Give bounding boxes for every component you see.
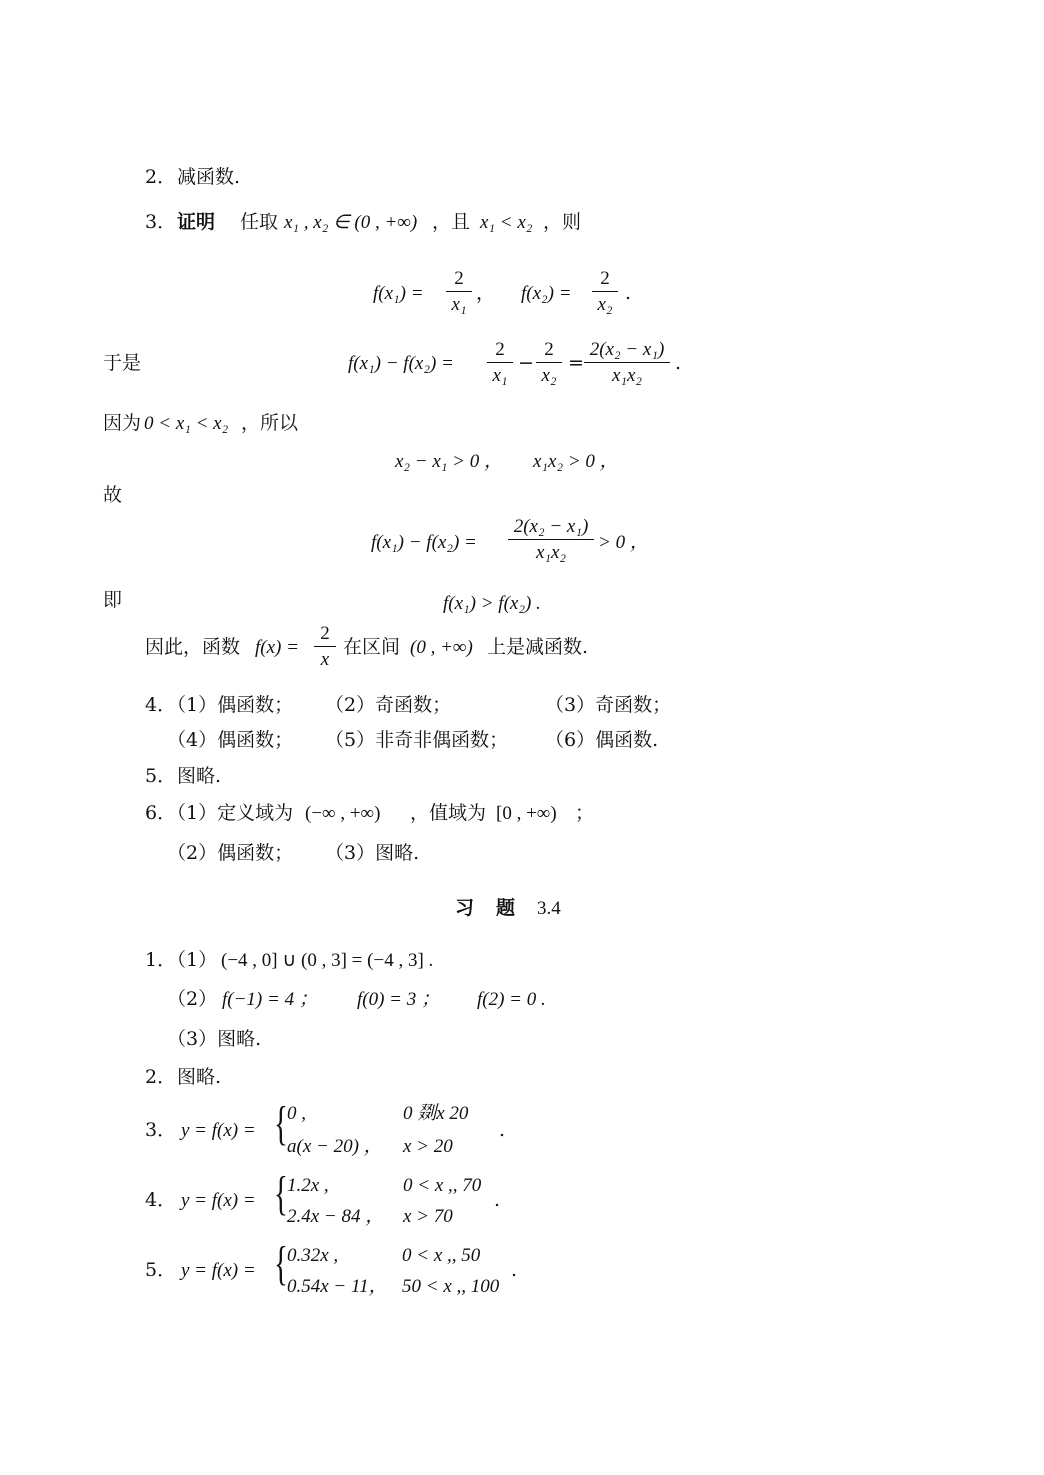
brace: { [274, 1167, 288, 1220]
punct: . [494, 1189, 501, 1211]
answer: （2）奇函数； [325, 694, 452, 716]
answer: （5）非奇非偶函数； [325, 729, 509, 751]
math-expr: f(x₁) − f(x₂) = [371, 532, 477, 553]
punct: . [499, 1119, 506, 1141]
answer: （3）奇函数； [545, 694, 672, 716]
item-number: 1． [145, 949, 177, 971]
case-expr: 0 , [287, 1103, 306, 1124]
item-text: ，且 [432, 211, 471, 233]
math-expr: f(x₂) = [521, 283, 572, 304]
item-number: 4． [145, 1189, 177, 1211]
math-expr: > 0 ， [598, 532, 649, 553]
fraction: 2(x₂ − x₁) x₁x₂ [508, 517, 594, 562]
math-expr: f(x₁) = [373, 283, 424, 304]
math-expr: f(x) = [255, 637, 299, 658]
item-text: 在区间 [343, 636, 401, 658]
case-expr: a(x − 20) ， [287, 1136, 383, 1157]
answer: （6）偶函数. [545, 729, 659, 751]
case-expr: 1.2x , [287, 1175, 329, 1196]
punct: . [625, 282, 632, 304]
math-expr: f(0) = 3 ； [357, 989, 441, 1010]
item-text: ，所以 [241, 412, 299, 434]
math-op: − [518, 352, 534, 374]
answer: （1）偶函数； [167, 694, 294, 716]
fraction: 2(x₂ − x₁) x₁x₂ [584, 340, 670, 385]
math-expr: (−∞ , +∞) [305, 803, 381, 824]
item-number: 3． [145, 1119, 177, 1141]
section-title-char: 习 [455, 897, 475, 919]
item-number: 6． [145, 802, 177, 824]
math-expr: f(x₁) − f(x₂) = [348, 353, 454, 374]
item-number: 5． [145, 765, 177, 787]
item-number: 5． [145, 1259, 177, 1281]
item-text: ，则 [543, 211, 582, 233]
math-expr: x₁ < x₂ [480, 212, 533, 233]
case-cond: x > 70 [403, 1206, 453, 1227]
punct: . [511, 1259, 518, 1281]
math-expr: (−4 , 0] ∪ (0 , 3] = (−4 , 3] . [221, 950, 434, 971]
math-op: = [568, 352, 584, 374]
case-cond: 0 < x ,, 70 [403, 1175, 482, 1196]
math-expr: f(2) = 0 . [477, 989, 546, 1010]
item-text: 上是减函数. [487, 636, 589, 658]
answer: （4）偶函数； [167, 729, 294, 751]
line-label: 于是 [103, 352, 142, 374]
math-expr: y = f(x) = [181, 1190, 256, 1211]
case-cond: 50 < x ,, 100 [402, 1276, 500, 1297]
item-text: 因为 [103, 412, 142, 434]
brace: { [274, 1237, 288, 1290]
punct: ， [476, 282, 496, 304]
item-text: 图略. [177, 1066, 222, 1088]
answer: （2）偶函数； [167, 842, 294, 864]
case-expr: 0.32x , [287, 1245, 339, 1266]
fraction: 2 x₂ [592, 269, 618, 314]
math-expr: x₁ , x₂ ∈ (0 , +∞) [284, 212, 418, 233]
sub-label: （2） [167, 988, 218, 1010]
math-expr: [0 , +∞) [496, 803, 557, 824]
section-title-char: 题 [496, 897, 516, 919]
proof-label: 证明 [177, 211, 216, 233]
punct: ； [575, 802, 595, 824]
math-expr: f(−1) = 4 ； [222, 989, 318, 1010]
math-expr: y = f(x) = [181, 1260, 256, 1281]
case-cond: 0 剟x 20 [403, 1103, 469, 1124]
case-expr: 0.54x − 11， [287, 1276, 388, 1297]
case-cond: x > 20 [403, 1136, 453, 1157]
answer: （3）图略. [325, 842, 420, 864]
item-number: 2． [145, 1066, 177, 1088]
fraction: 2 x₁ [487, 340, 513, 385]
line-label: 故 [103, 484, 123, 506]
fraction: 2 x₁ [446, 269, 472, 314]
item-number: 2． [145, 166, 177, 188]
fraction: 2 x [314, 624, 336, 669]
case-expr: 2.4x − 84 ， [287, 1206, 385, 1227]
item-text: （1）定义域为 [167, 802, 294, 824]
item-number: 4． [145, 694, 177, 716]
item-text: ，值域为 [410, 802, 487, 824]
math-expr: f(x₁) > f(x₂) . [443, 593, 541, 614]
item-text: 图略. [177, 765, 222, 787]
item-number: 3． [145, 211, 177, 233]
item-text: 减函数. [177, 166, 241, 188]
punct: . [675, 352, 682, 374]
section-title-number: 3.4 [537, 898, 561, 919]
math-expr: 0 < x₁ < x₂ [144, 413, 229, 434]
item-text: 任取 [240, 211, 279, 233]
math-expr: y = f(x) = [181, 1120, 256, 1141]
case-cond: 0 < x ,, 50 [402, 1245, 481, 1266]
answer: （3）图略. [167, 1028, 262, 1050]
sub-label: （1） [167, 949, 218, 971]
item-text: 因此，函数 [145, 636, 241, 658]
line-label: 即 [103, 589, 123, 611]
fraction: 2 x₂ [536, 340, 562, 385]
brace: { [274, 1097, 288, 1150]
math-expr: x₂ − x₁ > 0 ， [395, 451, 503, 472]
math-expr: x₁x₂ > 0 ， [533, 451, 619, 472]
math-expr: (0 , +∞) [410, 637, 473, 658]
